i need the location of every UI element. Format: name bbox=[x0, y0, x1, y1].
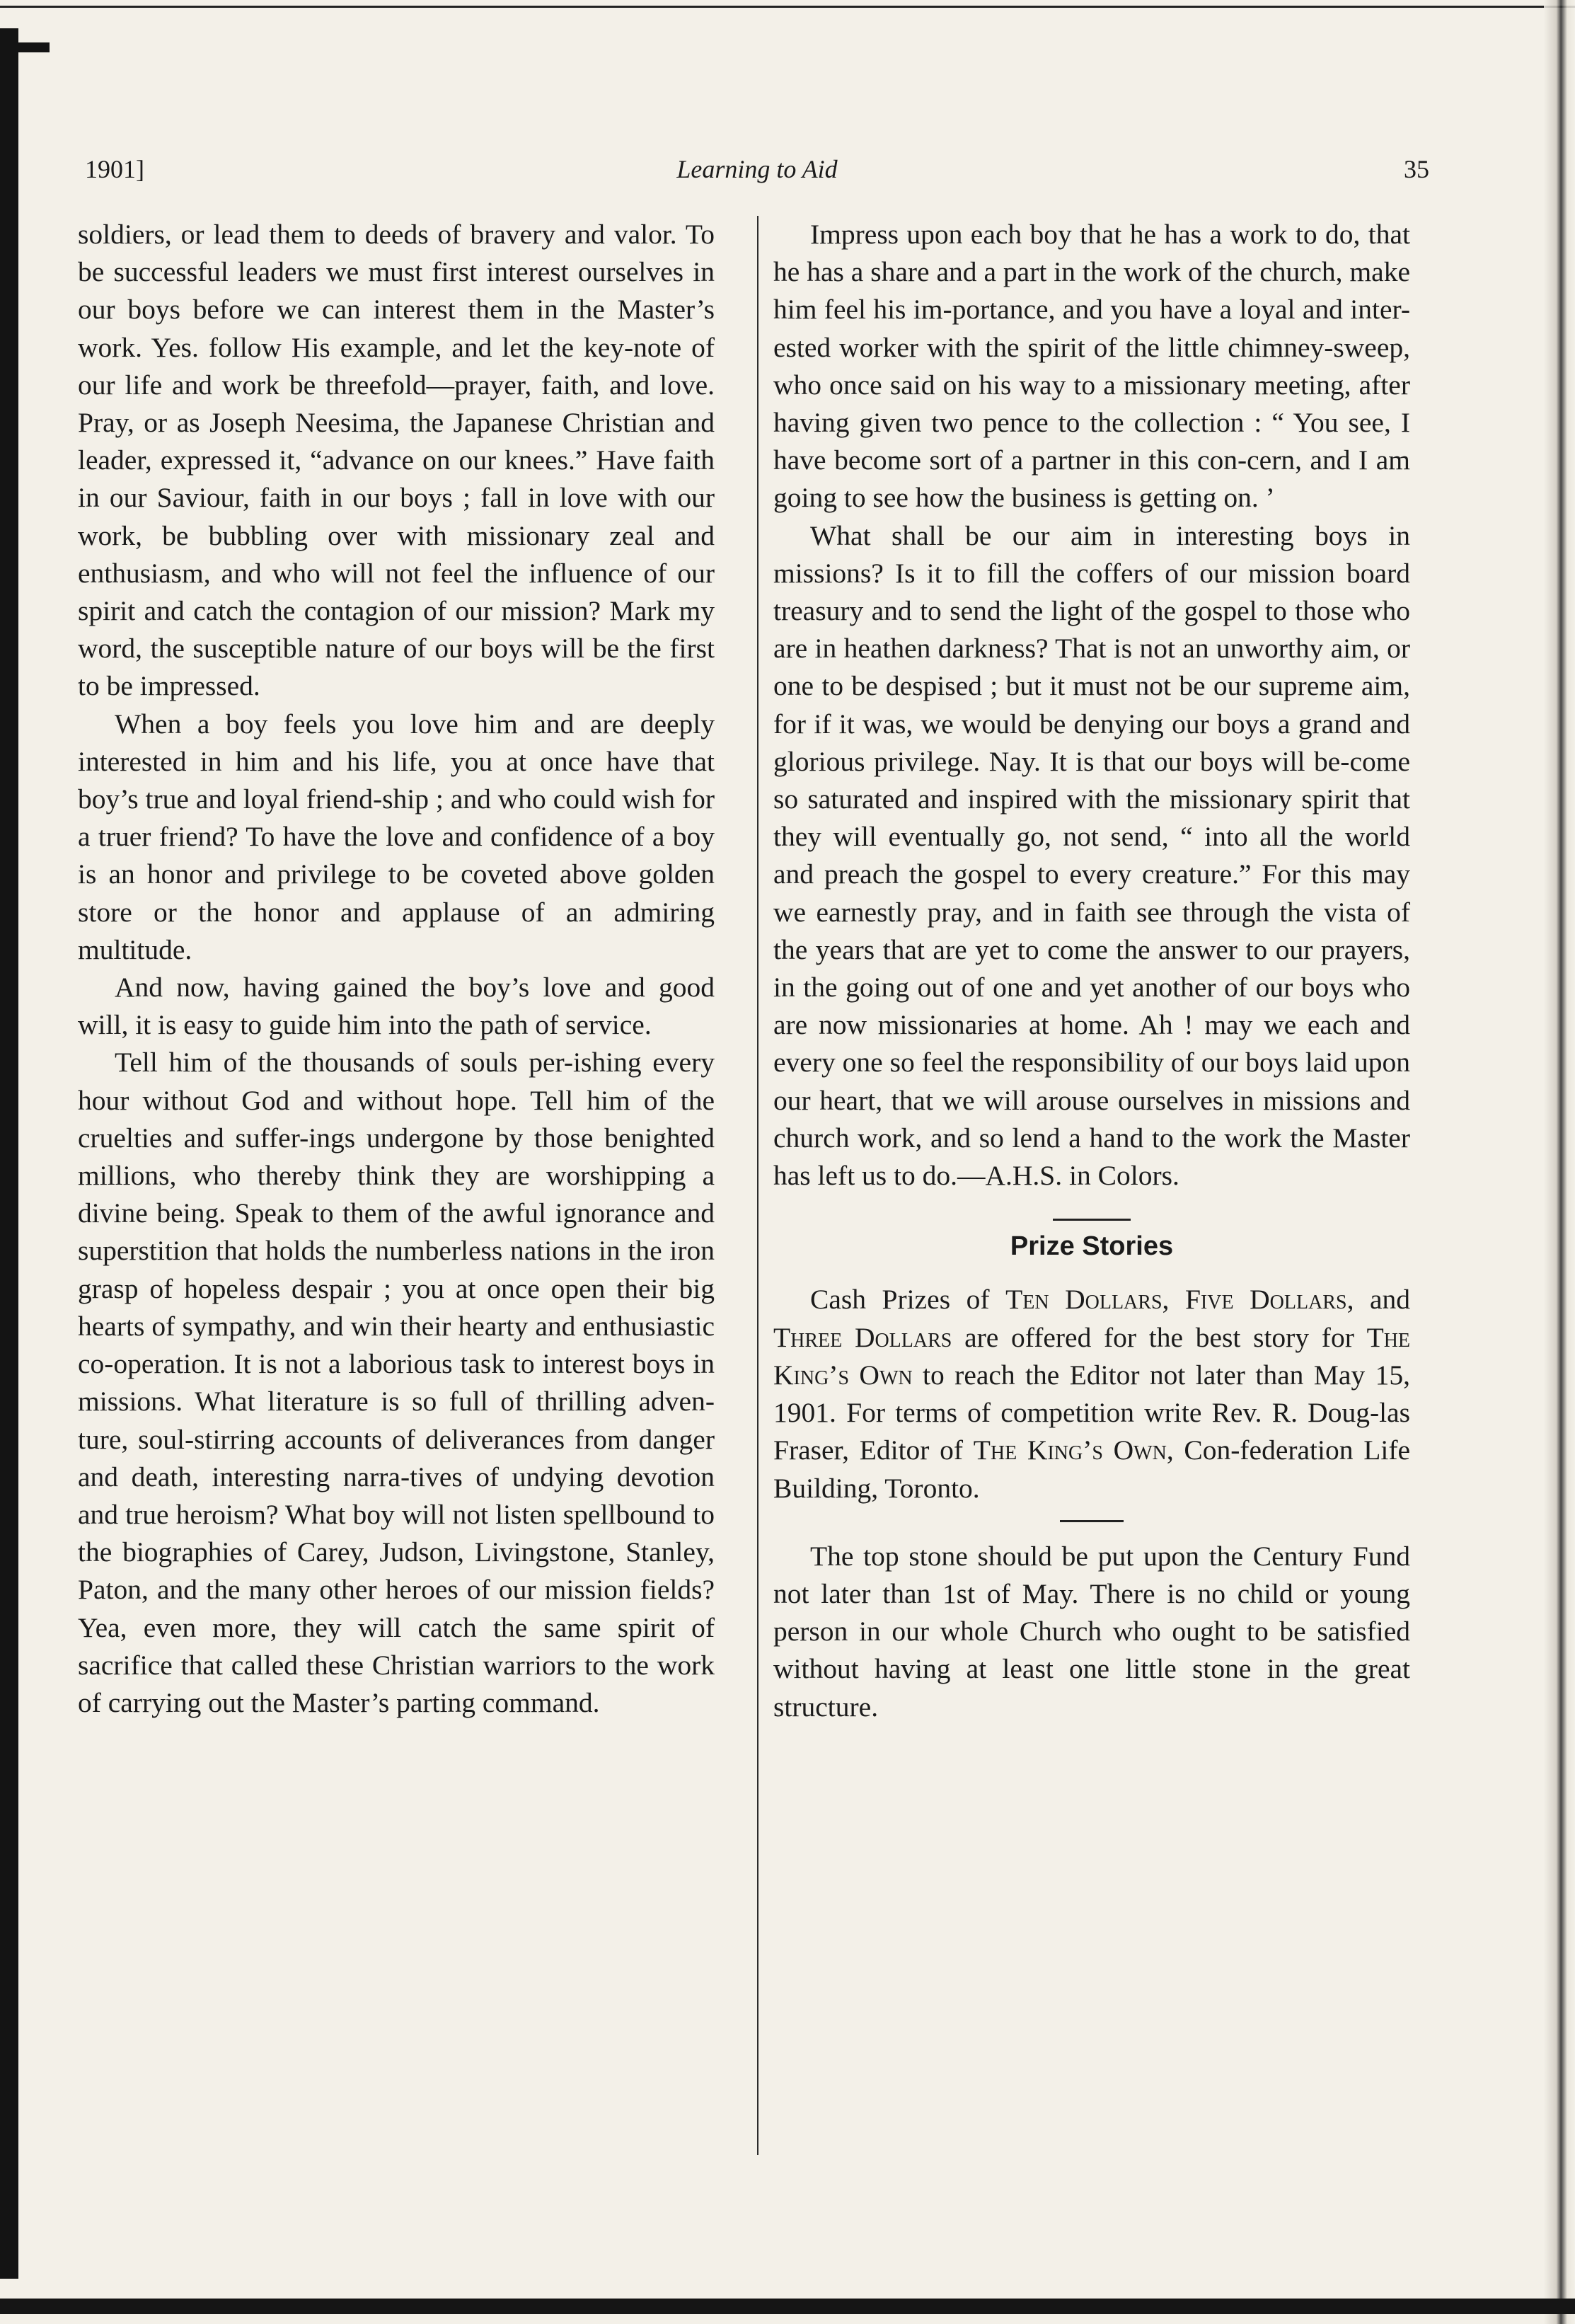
bottom-scan-edge bbox=[0, 2299, 1575, 2314]
prize-text-part: to reach the Editor not later than May 15, 1901. For terms of competition write Rev. R. Doug-las Fraser, Editor of bbox=[773, 1359, 1410, 1466]
publication-name: The King’s Own bbox=[773, 1321, 1411, 1391]
publication-name: The King’s Own bbox=[973, 1434, 1167, 1466]
prize-text-part: , and bbox=[1346, 1284, 1411, 1316]
column-divider bbox=[757, 216, 758, 2155]
right-scan-edge bbox=[1544, 0, 1575, 2324]
prize-text-part: , Con-federation Life Building, Toronto. bbox=[773, 1434, 1411, 1504]
left-column bbox=[78, 216, 715, 1722]
running-header bbox=[85, 147, 1429, 197]
left-scan-edge bbox=[0, 28, 18, 2279]
paragraph: When a boy feels you love him and are deeply interested in him and his life, you at once have that boy’s true and loyal friend-ship ; and who could wish for a truer friend? To have the love and confidence of a boy is an honor and privilege to be coveted above golden store or the honor and applause of an admiring multitude. bbox=[78, 708, 715, 965]
left-scan-tick bbox=[0, 42, 50, 52]
paragraph: Impress upon each boy that he has a work to do, that he has a share and a part in the work of the church, make him feel his im-portance, and you have a loyal and inter-ested worker with the spirit of the little chimney-sweep, who once said on his way to a missionary meeting, after having given two pence to the collection : “ You see, I have become sort of a partner in this con-cern, and I am going to see how the business is getting on. ’ bbox=[773, 219, 1410, 514]
section-rule bbox=[1060, 1520, 1124, 1522]
prize-text-part: are offered for the best story for bbox=[952, 1321, 1367, 1353]
prize-amount-five: Five Dollars bbox=[1184, 1284, 1347, 1316]
prize-amount-three: Three Dollars bbox=[773, 1321, 952, 1353]
prize-stories-heading: Prize Stories bbox=[1010, 1231, 1174, 1262]
prize-paragraph bbox=[773, 1281, 1410, 1507]
page-number: 35 bbox=[1404, 155, 1429, 183]
paragraph: soldiers, or lead them to deeds of bravery and valor. To be successful leaders we must first interest ourselves in our boys before we can interest them in the Master’s work. Yes. follow His example, and let the key-note of our life and work be threefold—prayer, faith, and love. Pray, or as Joseph Neesima, the Japanese Christian and leader, expressed it, “advance on our knees.” Have faith in our Saviour, faith in our boys ; fall in love with our work, be bubbling over with missionary zeal and enthusiasm, and who will not feel the influence of our spirit and catch the contagion of our mission? Mark my word, the susceptible nature of our boys will be the first to be impressed. bbox=[78, 219, 715, 702]
prize-text-part: Cash Prizes of bbox=[810, 1284, 1006, 1316]
top-border-rule bbox=[0, 6, 1575, 8]
closing-paragraph: The top stone should be put upon the Century Fund not later than 1st of May. There is no child or young person in our whole Church who ought to be satisfied without having at least one little stone in the great structure. bbox=[773, 1540, 1410, 1722]
header-title: Learning to Aid bbox=[676, 155, 838, 183]
section-rule bbox=[1053, 1219, 1131, 1221]
paragraph: Tell him of the thousands of souls per-ishing every hour without God and without hope. Tell him of the cruelties and suffer-ings undergone by those benighted millions, who thereby think they are worshipping a divine being. Speak to them of the awful ignorance and superstition that holds the numberless nations in the iron grasp of hopeless despair ; you at once open their big hearts of sympathy, and win their hearty and enthusiastic co-operation. It is not a laborious task to interest boys in missions. What literature is so full of thrilling adven-ture, soul-stirring accounts of deliverances from danger and death, interesting narra-tives of undying devotion and true heroism? What boy will not listen spellbound to the biographies of Carey, Judson, Livingstone, Stanley, Paton, and the many other heroes of our mission fields? Yea, even more, they will catch the same spirit of sacrifice that called these Christian warriors to the work of carrying out the Master’s parting command. bbox=[78, 1047, 715, 1718]
prize-text-part: , bbox=[1162, 1284, 1185, 1316]
right-column bbox=[773, 216, 1410, 1726]
prize-amount-ten: Ten Dollars bbox=[1005, 1284, 1162, 1316]
paragraph: What shall be our aim in interesting boys in missions? Is it to fill the coffers of our mission board treasury and to send the light of the gospel to those who are in heathen darkness? That is not an unworthy aim, or one to be despised ; but it must not be our supreme aim, for if it was, we would be denying our boys a grand and glorious privilege. Nay. It is that our boys will be-come so saturated and inspired with the missionary spirit that they will eventually go, not send, “ into all the world and preach the gospel to every creature.” For this may we earnestly pray, and in faith see through the vista of the years that are yet to come the answer to our prayers, in the going out of one and yet another of our boys who are now missionaries at home. Ah ! may we each and every one so feel the responsibility of our boys laid upon our heart, that we will arouse ourselves in missions and church work, and so lend a hand to the work the Master has left us to do.—A.H.S. in Colors. bbox=[773, 519, 1410, 1192]
paragraph: And now, having gained the boy’s love and good will, it is easy to guide him into the path of service. bbox=[78, 972, 715, 1041]
header-year: 1901] bbox=[85, 155, 144, 183]
